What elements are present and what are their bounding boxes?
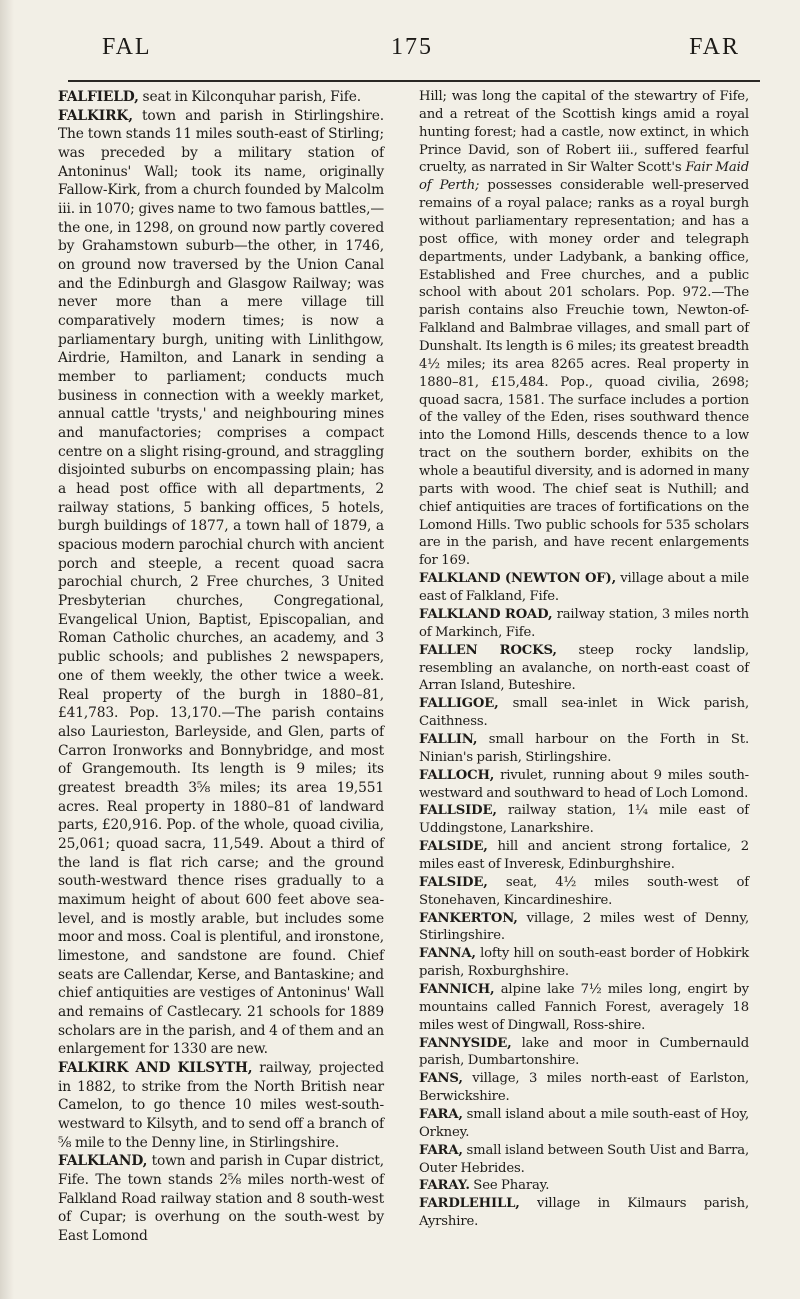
entry-headword: FALLSIDE, (419, 803, 497, 819)
entry-text: railway station, 1¼ mile east of Uddingstone, Lanarkshire. (419, 803, 749, 837)
entry-text: small island about a mile south-east of Hoy, Orkney. (419, 1106, 749, 1140)
entry-text: village, 2 miles west of Denny, Stirlingshire. (419, 910, 749, 944)
gazetteer-entry (419, 1142, 749, 1178)
entry-headword: FALFIELD, (58, 89, 139, 105)
page-header (62, 34, 762, 74)
entry-text: small harbour on the Forth in St. Ninian's parish, Stirlingshire. (419, 731, 749, 765)
gazetteer-entry (419, 945, 749, 981)
gazetteer-entry (58, 88, 384, 107)
entry-text: village in Kilmaurs parish, Ayrshire. (419, 1196, 749, 1230)
gazetteer-entry (419, 606, 749, 642)
gazetteer-entry (419, 981, 749, 1035)
gazetteer-entry (58, 1059, 384, 1152)
page-edge (0, 0, 14, 1299)
entry-text: railway station, 3 miles north of Markinch, Fife. (419, 606, 750, 640)
entry-text: See Pharay. (469, 1178, 550, 1194)
gazetteer-entry (419, 910, 749, 946)
entry-headword: FARA, (419, 1106, 463, 1122)
header-rule (68, 80, 760, 82)
entry-headword: FALKIRK AND KILSYTH, (58, 1059, 253, 1076)
gazetteer-entry (419, 88, 749, 570)
header-right-guideword: FAR (689, 34, 740, 60)
entry-headword: FARDLEHILL, (419, 1196, 520, 1212)
entry-text: village about a mile east of Falkland, Fife. (419, 571, 749, 605)
entry-headword: FANKERTON, (419, 910, 518, 926)
gazetteer-entry (58, 107, 384, 1059)
page-number: 175 (391, 34, 433, 60)
entry-headword: FALKIRK, (58, 107, 133, 124)
entry-headword: FANNYSIDE, (419, 1035, 512, 1051)
entry-headword: FANNICH, (419, 981, 495, 997)
gazetteer-entry (419, 767, 749, 803)
entry-text: small island between South Uist and Barra, Outer Hebrides. (419, 1142, 749, 1176)
entry-headword: FALSIDE, (419, 839, 488, 855)
gazetteer-entry (419, 1177, 749, 1195)
gazetteer-entry (419, 642, 749, 696)
gazetteer-entry (419, 1106, 749, 1142)
entry-headword: FALKLAND, (58, 1153, 148, 1170)
header-left-guideword: FAL (102, 34, 152, 60)
entry-headword: FALLOCH, (419, 767, 495, 783)
gazetteer-entry (419, 838, 749, 874)
entry-text: village, 3 miles north-east of Earlston, Berwickshire. (419, 1071, 749, 1105)
gazetteer-entry (419, 1195, 749, 1231)
entry-headword: FALLIGOE, (419, 696, 499, 712)
entry-headword: FALKLAND (NEWTON OF), (419, 571, 617, 587)
entry-text: seat in Kilconquhar parish, Fife. (138, 89, 361, 105)
gazetteer-entry (419, 570, 749, 606)
gazetteer-entry (419, 731, 749, 767)
entry-headword: FANS, (419, 1071, 463, 1087)
entry-text: steep rocky landslip, resembling an avalanche, on north-east coast of Arran Island, Buteshire. (419, 642, 749, 694)
entry-headword: FALLEN ROCKS, (419, 642, 557, 658)
entry-text-continued: possesses considerable well-preserved remains of a royal palace; ranks as a royal burgh without parliamentary representation; and has a post office, with money order and telegraph departments, under Ladybank, a banking office, Established and Free churches, and a public school with about 201 scholars. Pop. 972.—The parish contains also Freuchie town, Newton-of-Falkland and Balmbrae villages, and small part of Dunshalt. Its length is 6 miles; its greatest breadth 4½ miles; its area 8265 acres. Real property in 1880–81, £15,484. Pop., quoad civilia, 2698; quoad sacra, 1581. The surface includes a portion of the valley of the Eden, rises southward thence into the Lomond Hills, descends thence to a low tract on the southern border, exhibits on the whole a beautiful diversity, and is adorned in many parts with wood. The chief seat is Nuthill; and chief antiquities are traces of fortifications on the Lomond Hills. Two public schools for 535 scholars are in the parish, and have recent enlargements for 169. (419, 178, 749, 569)
entry-headword: FALKLAND ROAD, (419, 606, 553, 622)
entry-text: hill and ancient strong fortalice, 2 miles east of Inveresk, Edinburghshire. (419, 839, 749, 872)
right-column (419, 88, 749, 1231)
entry-text: lake and moor in Cumbernauld parish, Dumbartonshire. (419, 1035, 749, 1069)
entry-italic-title: Fair Maid of Perth; (419, 160, 749, 194)
entry-text: town and parish in Cupar district, Fife. The town stands 2⅝ miles north-west of Falkland Road railway station and 8 south-west of Cupar; is overhung on the south-west by East Lomond (58, 1153, 384, 1244)
entry-headword: FARAY. (419, 1178, 470, 1194)
entry-text: rivulet, running about 9 miles south-westward and southward to head of Loch Lomond. (419, 767, 749, 801)
entry-text: alpine lake 7½ miles long, engirt by mountains called Fannich Forest, averagely 18 miles west of Dingwall, Ross-shire. (419, 981, 749, 1033)
gazetteer-entry (419, 1035, 749, 1071)
entry-headword: FALLIN, (419, 731, 478, 747)
gazetteer-entry (419, 874, 749, 910)
entry-text: railway, projected in 1882, to strike from the North British near Camelon, to go thence 10 miles west-south-westward to Kilsyth, and to send off a branch of ⅝ mile to the Denny line, in Stirlingshire. (58, 1059, 384, 1151)
gazetteer-entry (419, 695, 749, 731)
entry-text: town and parish in Stirlingshire. The town stands 11 miles south-east of Stirling; was preceded by a military station of Antoninus' Wall; took its name, originally Fallow-Kirk, from a church founded by Malcolm iii. in 1070; gives name to two famous battles,—the one, in 1298, on ground now partly covered by Grahamstown suburb—the other, in 1746, on ground now traversed by the Union Canal and the Edinburgh and Glasgow Railway; was never more than a mere village till comparatively modern times; is now a parliamentary burgh, uniting with Linlithgow, Airdrie, Hamilton, and Lanark in sending a member to parliament; conducts much business in connection with a weekly market, annual cattle 'trysts,' and neighbouring mines and manufactories; comprises a compact centre on a slight rising-ground, and straggling disjointed suburbs on encompassing plain; has a head post office with all departments, 2 railway stations, 5 banking offices, 5 hotels, burgh buildings of 1877, a town hall of 1879, a spacious modern parochial church with ancient porch and steeple, a recent quoad sacra parochial church, 2 Free churches, 3 United Presbyterian churches, Congregational, Evangelical Union, Baptist, Episcopalian, and Roman Catholic churches, an academy, and 3 public schools; and publishes 2 newspapers, one of them weekly, the other twice a week. Real property of the burgh in 1880–81, £41,783. Pop. 13,170.—The parish contains also Laurieston, Barleyside, and Glen, parts of Carron Ironworks and Bonnybridge, and most of Grangemouth. Its length is 9 miles; its greatest breadth 3⅝ miles; its area 19,551 acres. Real property in 1880–81 of landward parts, £20,916. Pop. of the whole, quoad civilia, 25,061; quoad sacra, 11,549. About a third of the land is flat rich carse; and the ground south-westward thence rises gradually to a maximum height of about 600 feet above sea-level, and is mostly arable, but includes some moor and moss. Coal is plentiful, and ironstone, limestone, and sandstone are found. Chief seats are Callendar, Kerse, and Bantaskine; and chief antiquities are vestiges of Antoninus' Wall and remains of Castlecary. 21 schools for 1889 scholars are in the parish, and 4 of them and an enlargement for 1330 are new. (58, 107, 384, 1058)
left-column (58, 88, 384, 1246)
gazetteer-entry (58, 1152, 384, 1245)
entry-headword: FANNA, (419, 946, 476, 962)
entry-text: seat, 4½ miles south-west of Stonehaven, Kincardineshire. (419, 874, 749, 908)
entry-headword: FALSIDE, (419, 874, 488, 890)
entry-headword: FARA, (419, 1142, 463, 1158)
entry-text: Hill; was long the capital of the stewartry of Fife, and a retreat of the Scottish kings amid a royal hunting forest; had a castle, now extinct, in which Prince David, son of Robert iii., suffered fearful cruelty, as narrated in Sir Walter Scott's (419, 89, 749, 176)
gazetteer-entry (419, 1070, 749, 1106)
gazetteer-entry (419, 802, 749, 838)
entry-text: small sea-inlet in Wick parish, Caithness. (419, 696, 749, 730)
entry-text: lofty hill on south-east border of Hobkirk parish, Roxburghshire. (419, 946, 749, 980)
